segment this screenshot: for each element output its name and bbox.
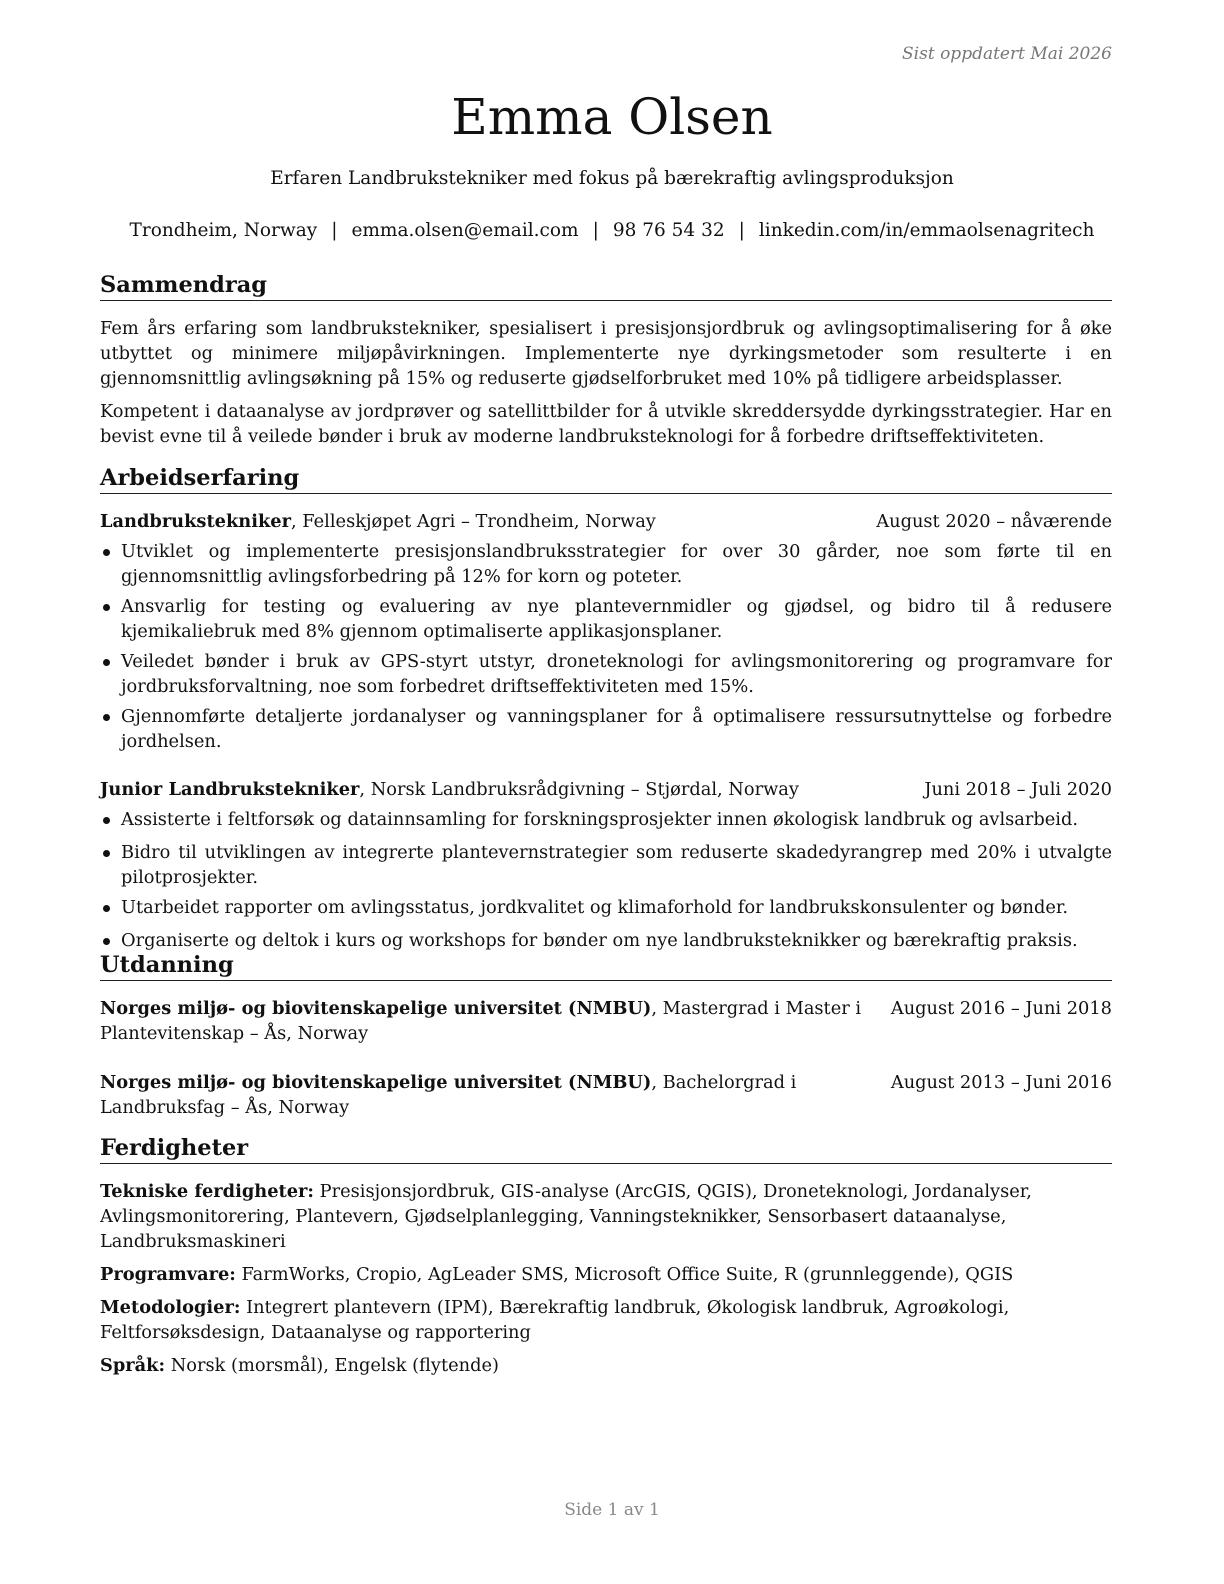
skill-value: FarmWorks, Cropio, AgLeader SMS, Microsoft Office Suite, R (grunnleggende), QGIS — [235, 1264, 1014, 1285]
summary-paragraph: Fem års erfaring som landbrukstekniker, spesialisert i presisjonsjordbruk og avlingsoptimalisering for å øke utbyttet og minimere miljøpåvirkningen. Implementerte nye dyrkingsmetoder som resulterte i en gjennomsnittlig avlingsøkning på 15% og reduserte gjødselforbruket med 10% på tidligere arbeidsplasser. — [100, 318, 1112, 389]
education-entry — [100, 1070, 1112, 1120]
section-title-summary: Sammendrag — [100, 270, 1112, 301]
bullet-icon — [103, 549, 110, 556]
job-entry — [100, 509, 1112, 754]
summary-section — [100, 270, 1112, 449]
bullet-icon — [103, 850, 110, 857]
contact-separator: | — [738, 220, 745, 241]
skill-value: Integrert plantevern (IPM), Bærekraftig landbruk, Økologisk landbruk, Agroøkologi, Feltforsøksdesign, Dataanalyse og rapportering — [100, 1297, 1010, 1343]
skill-value: Presisjonsjordbruk, GIS-analyse (ArcGIS, QGIS), Droneteknologi, Jordanalyser, Avlingsmonitorering, Plantevern, Gjødselplanlegging, Vanningsteknikker, Sensorbasert dataanalyse, Landbruksmaskineri — [100, 1181, 1032, 1252]
bullet-text: Gjennomførte detaljerte jordanalyser og vanningsplaner for å optimalisere ressursutnyttelse og forbedre jordhelsen. — [121, 706, 1112, 752]
tagline: Erfaren Landbrukstekniker med fokus på bærekraftig avlingsproduksjon — [270, 168, 954, 189]
skill-label: Programvare: — [100, 1264, 236, 1285]
job-dates: Juni 2018 – Juli 2020 — [924, 779, 1112, 800]
list-item — [100, 840, 1112, 890]
education-school: Norges miljø- og biovitenskapelige universitet (NMBU) — [100, 1072, 652, 1093]
job-dates: August 2020 – nåværende — [876, 511, 1112, 532]
job-header — [100, 777, 1112, 802]
skill-row — [100, 1179, 1112, 1254]
contact-email[interactable]: emma.olsen@email.com — [351, 220, 579, 241]
job-role: Landbrukstekniker — [100, 511, 291, 532]
bullet-icon — [103, 604, 110, 611]
bullet-text: Assisterte i feltforsøk og datainnsamling for forskningsprosjekter innen økologisk landbruk og avlsarbeid. — [121, 809, 1079, 830]
education-dates: August 2013 – Juni 2016 — [890, 1072, 1112, 1093]
section-title-skills: Ferdigheter — [100, 1133, 1112, 1164]
bullet-text: Utviklet og implementerte presisjonslandbruksstrategier for over 30 gårder, noe som førte til en gjennomsnittlig avlingsforbedring på 12% for korn og poteter. — [121, 541, 1112, 587]
job-org: , Norsk Landbruksrådgivning – Stjørdal, Norway — [359, 779, 799, 800]
contact-linkedin[interactable]: linkedin.com/in/emmaolsenagritech — [758, 220, 1095, 241]
skill-label: Språk: — [100, 1355, 166, 1376]
page-number: Side 1 av 1 — [564, 1500, 660, 1520]
experience-section — [100, 463, 1112, 953]
bullet-icon — [103, 817, 110, 824]
education-entry — [100, 996, 1112, 1046]
bullet-text: Organiserte og deltok i kurs og workshops for bønder om nye landbruksteknikker og bærekraftig praksis. — [121, 930, 1078, 951]
skill-row — [100, 1295, 1112, 1345]
education-school: Norges miljø- og biovitenskapelige universitet (NMBU) — [100, 998, 652, 1019]
section-title-experience: Arbeidserfaring — [100, 463, 1112, 494]
job-entry — [100, 777, 1112, 953]
skill-row — [100, 1262, 1112, 1287]
list-item — [100, 704, 1112, 754]
bullet-text: Utarbeidet rapporter om avlingsstatus, jordkvalitet og klimaforhold for landbrukskonsulenter og bønder. — [121, 897, 1069, 918]
resume-name: Emma Olsen — [451, 88, 773, 146]
contact-phone: 98 76 54 32 — [612, 220, 725, 241]
education-detail: , Mastergrad i Master i Plantevitenskap – Ås, Norway — [100, 998, 862, 1044]
bullet-text: Bidro til utviklingen av integrerte plantevernstrategier som reduserte skadedyrangrep med 20% i utvalgte pilotprosjekter. — [121, 842, 1112, 888]
bullet-icon — [103, 714, 110, 721]
contact-line — [0, 218, 1224, 244]
contact-separator: | — [331, 220, 338, 241]
bullet-icon — [103, 938, 110, 945]
skill-label: Tekniske ferdigheter: — [100, 1181, 314, 1202]
job-role: Junior Landbrukstekniker — [100, 779, 360, 800]
section-title-education: Utdanning — [100, 950, 1112, 981]
list-item — [100, 594, 1112, 644]
skills-section — [100, 1133, 1112, 1378]
education-dates: August 2016 – Juni 2018 — [890, 998, 1112, 1019]
job-org: , Felleskjøpet Agri – Trondheim, Norway — [290, 511, 656, 532]
summary-paragraph: Kompetent i dataanalyse av jordprøver og satellittbilder for å utvikle skreddersydde dyrkingsstrategier. Har en bevist evne til å veilede bønder i bruk av moderne landbruksteknologi for å forbedre driftseffektiviteten. — [100, 401, 1112, 447]
education-detail: , Bachelorgrad i Landbruksfag – Ås, Norway — [100, 1072, 797, 1118]
job-header — [100, 509, 1112, 534]
education-section — [100, 950, 1112, 1120]
bullet-icon — [103, 905, 110, 912]
bullet-icon — [103, 659, 110, 666]
list-item — [100, 807, 1112, 832]
last-updated: Sist oppdatert Mai 2026 — [902, 44, 1112, 64]
job-bullets — [100, 807, 1112, 953]
contact-location: Trondheim, Norway — [129, 220, 318, 241]
list-item — [100, 649, 1112, 699]
skill-value: Norsk (morsmål), Engelsk (flytende) — [165, 1355, 499, 1376]
bullet-text: Ansvarlig for testing og evaluering av nye plantevernmidler og gjødsel, og bidro til å redusere kjemikaliebruk med 8% gjennom optimaliserte applikasjonsplaner. — [121, 596, 1112, 642]
job-bullets — [100, 539, 1112, 754]
list-item — [100, 895, 1112, 920]
contact-separator: | — [592, 220, 599, 241]
list-item — [100, 539, 1112, 589]
skill-label: Metodologier: — [100, 1297, 241, 1318]
skill-row — [100, 1353, 1112, 1378]
bullet-text: Veiledet bønder i bruk av GPS-styrt utstyr, droneteknologi for avlingsmonitorering og programvare for jordbruksforvaltning, noe som forbedret driftseffektiviteten med 15%. — [121, 651, 1112, 697]
